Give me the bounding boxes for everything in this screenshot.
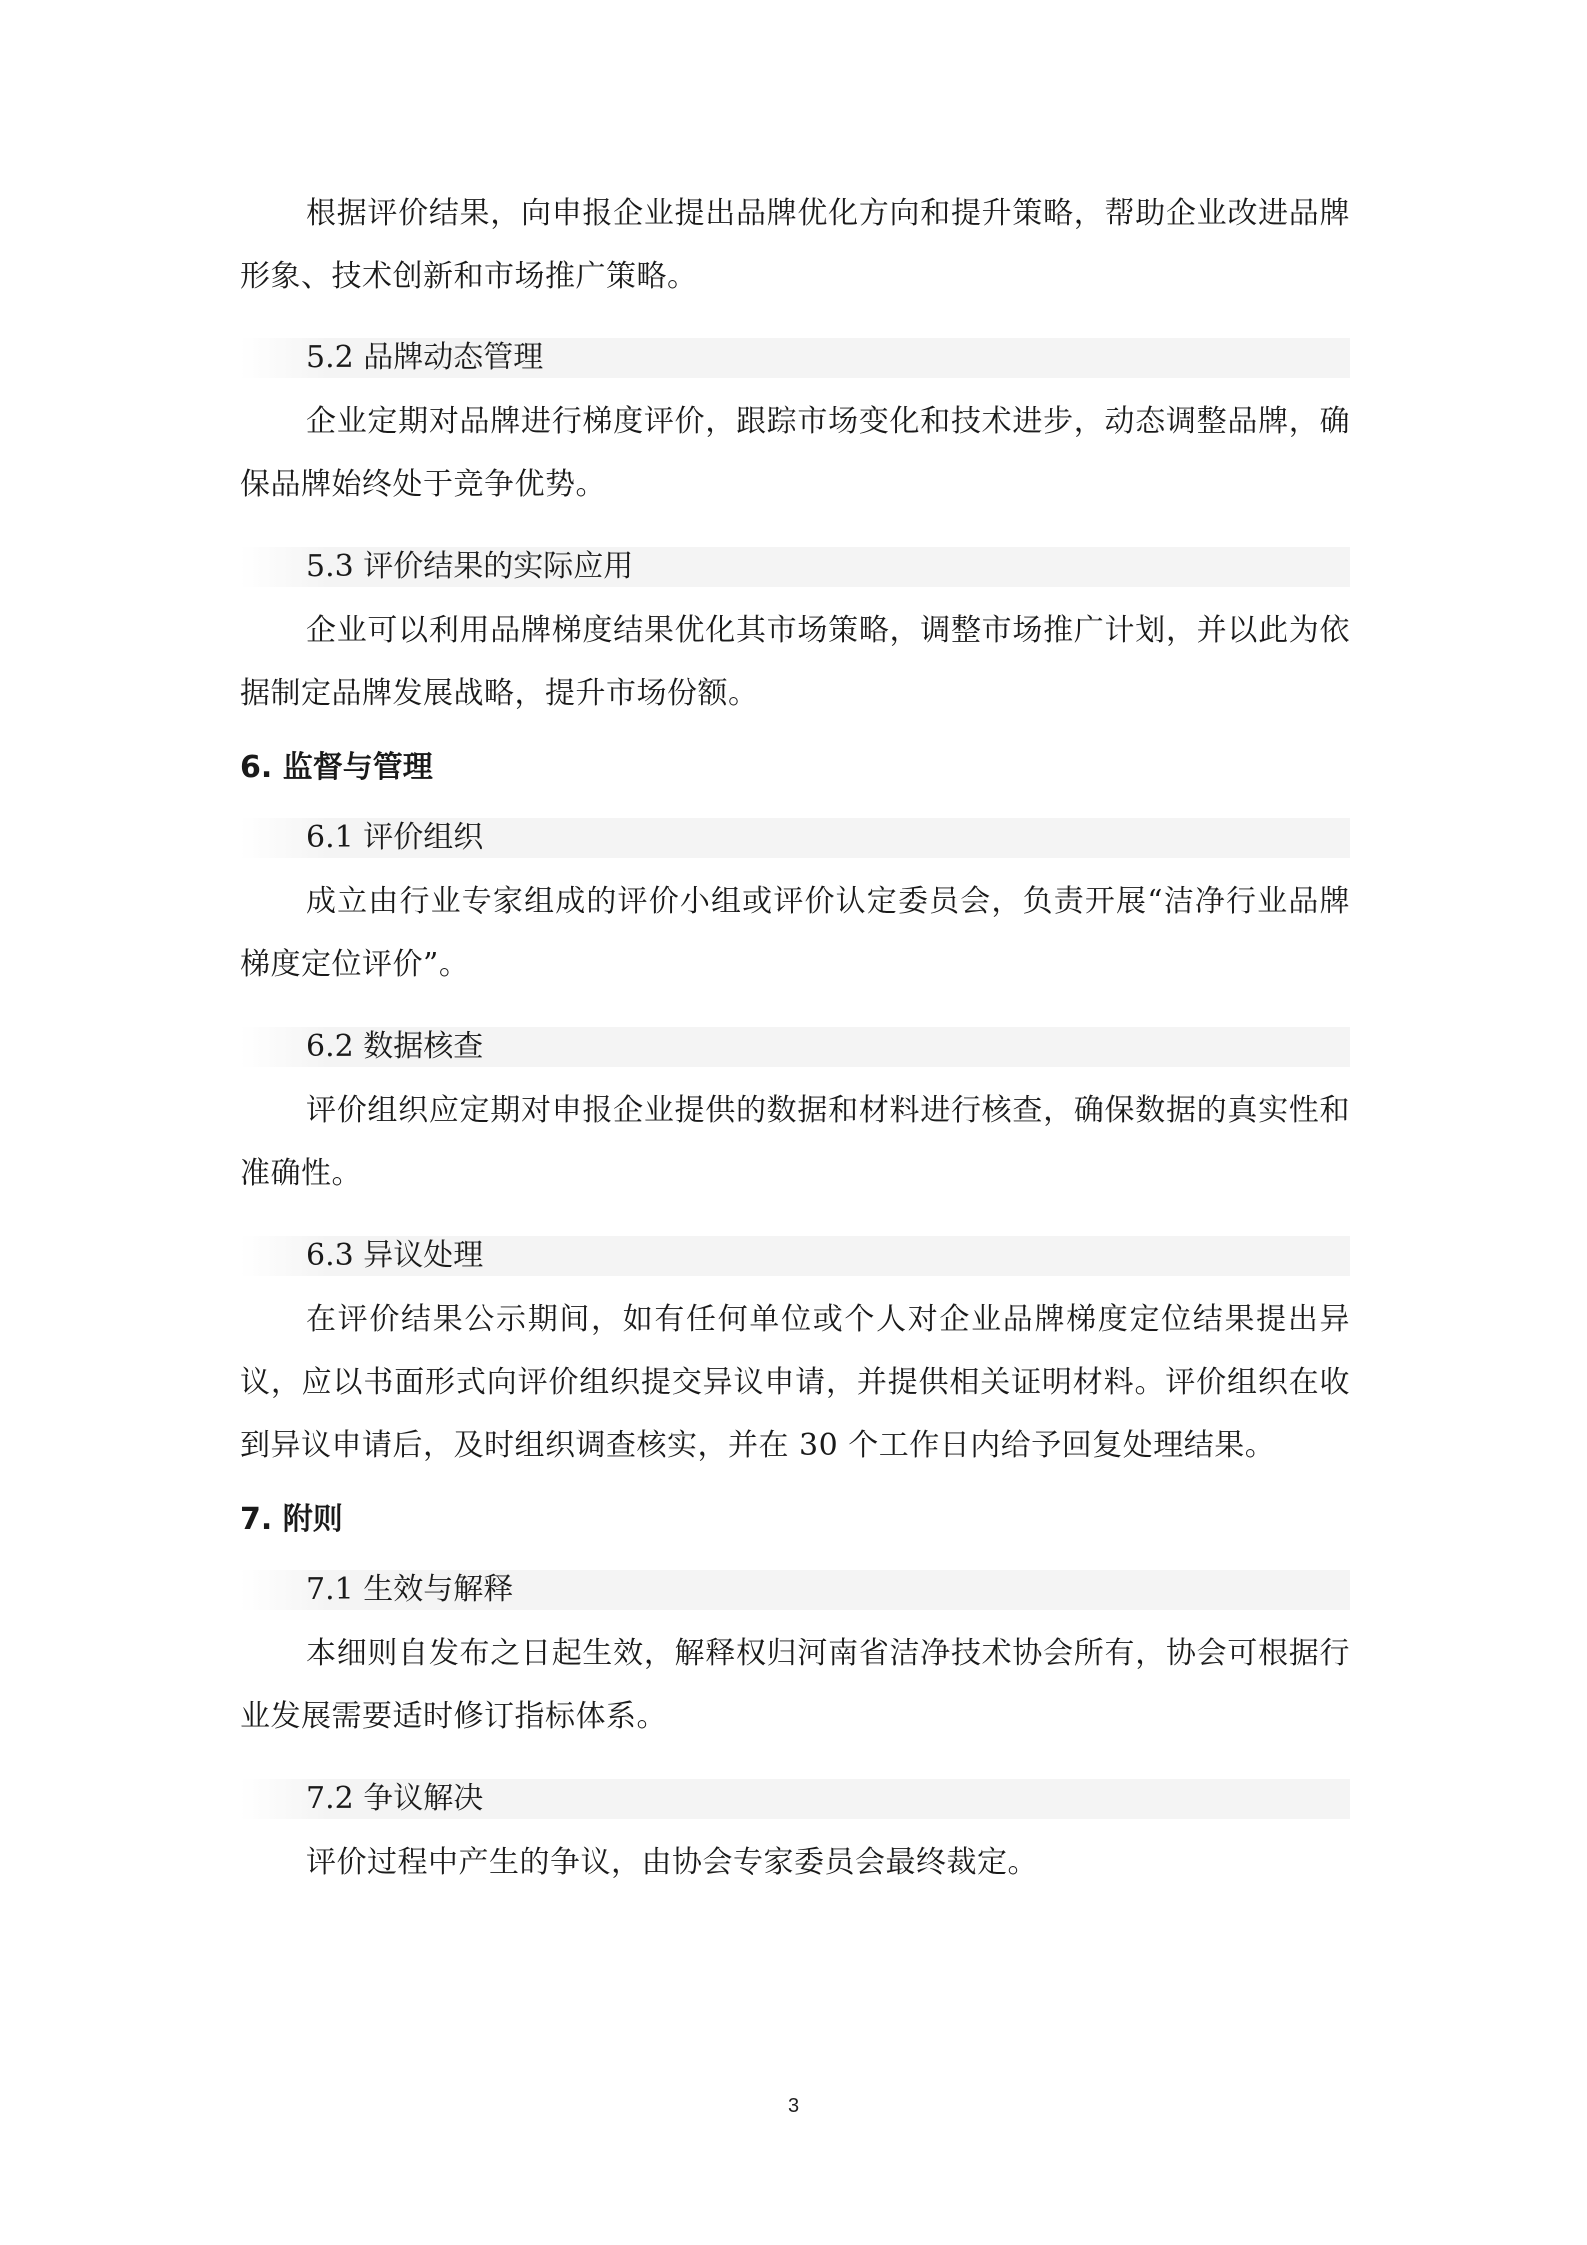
- paragraph-6-3: 在评价结果公示期间，如有任何单位或个人对企业品牌梯度定位结果提出异议，应以书面形式向评价组织提交异议申请，并提供相关证明材料。评价组织在收到异议申请后，及时组织调查核实，并在 30 个工作日内给予回复处理结果。: [240, 1302, 1350, 1463]
- page-number: 3: [787, 2095, 800, 2117]
- paragraph-6-1: 成立由行业专家组成的评价小组或评价认定委员会，负责开展“洁净行业品牌梯度定位评价”。: [240, 884, 1350, 982]
- subheading-7-1: 7.1 生效与解释: [240, 1570, 1350, 1610]
- section-heading-7: 7. 附则: [240, 1502, 343, 1537]
- subheading-6-1: 6.1 评价组织: [240, 818, 1350, 858]
- section-heading-6: 6. 监督与管理: [240, 750, 433, 785]
- subheading-6-3: 6.3 异议处理: [240, 1236, 1350, 1276]
- paragraph-5-3: 企业可以利用品牌梯度结果优化其市场策略，调整市场推广计划，并以此为依据制定品牌发展战略，提升市场份额。: [240, 613, 1350, 711]
- paragraph-brand-optimization: 根据评价结果，向申报企业提出品牌优化方向和提升策略，帮助企业改进品牌形象、技术创新和市场推广策略。: [240, 196, 1350, 294]
- subheading-7-2: 7.2 争议解决: [240, 1779, 1350, 1819]
- subheading-6-2: 6.2 数据核查: [240, 1027, 1350, 1067]
- paragraph-7-2: 评价过程中产生的争议，由协会专家委员会最终裁定。: [306, 1845, 1038, 1880]
- paragraph-7-1: 本细则自发布之日起生效，解释权归河南省洁净技术协会所有，协会可根据行业发展需要适时修订指标体系。: [240, 1636, 1350, 1734]
- paragraph-6-2: 评价组织应定期对申报企业提供的数据和材料进行核查，确保数据的真实性和准确性。: [240, 1093, 1350, 1191]
- subheading-5-3: 5.3 评价结果的实际应用: [240, 547, 1350, 587]
- paragraph-5-2: 企业定期对品牌进行梯度评价，跟踪市场变化和技术进步，动态调整品牌，确保品牌始终处于竞争优势。: [240, 404, 1350, 502]
- subheading-5-2: 5.2 品牌动态管理: [240, 338, 1350, 378]
